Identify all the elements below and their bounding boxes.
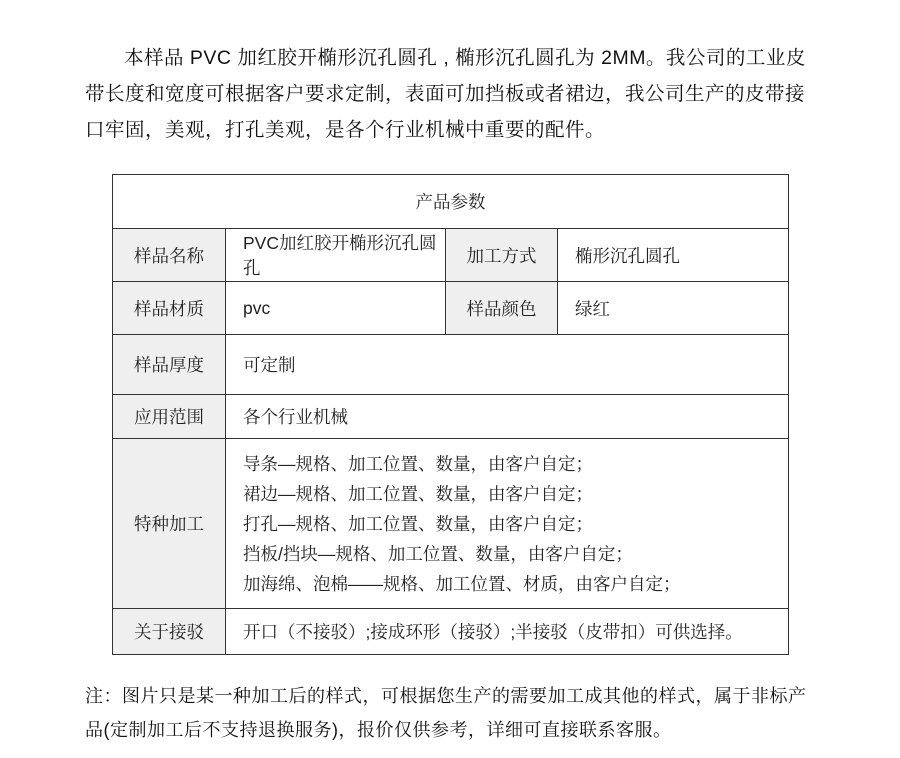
process-method-label: 加工方式	[446, 229, 558, 282]
application-range-label: 应用范围	[113, 395, 226, 439]
process-method-value: 椭形沉孔圆孔	[558, 229, 789, 282]
sample-color-value: 绿红	[558, 282, 789, 335]
sample-thickness-label: 样品厚度	[113, 335, 226, 395]
table-row	[113, 395, 789, 439]
table-title: 产品参数	[113, 175, 789, 229]
application-range-value: 各个行业机械	[226, 395, 789, 439]
product-parameters-table	[112, 174, 789, 655]
sample-material-value: pvc	[226, 282, 446, 335]
joint-info-value: 开口（不接驳）;接成环形（接驳）;半接驳（皮带扣）可供选择。	[226, 609, 789, 655]
special-process-line: 打孔—规格、加工位置、数量，由客户自定；	[243, 513, 593, 534]
special-process-line: 导条—规格、加工位置、数量，由客户自定；	[243, 453, 593, 474]
special-process-lines	[243, 441, 780, 607]
special-process-line: 挡板/挡块—规格、加工位置、数量，由客户自定；	[243, 543, 633, 564]
special-process-line: 加海绵、泡棉——规格、加工位置、材质，由客户自定；	[243, 573, 681, 594]
table-row	[113, 282, 789, 335]
table-title-row	[113, 175, 789, 229]
footnote: 注：图片只是某一种加工后的样式，可根据您生产的需要加工成其他的样式，属于非标产品(定制加工后不支持退换服务)，报价仅供参考，详细可直接联系客服。	[85, 686, 807, 740]
sample-name-label: 样品名称	[113, 229, 226, 282]
sample-name-value: PVC加红胶开椭形沉孔圆孔	[226, 229, 446, 282]
special-process-value	[226, 439, 789, 609]
table-row	[113, 335, 789, 395]
sample-thickness-value: 可定制	[226, 335, 789, 395]
sample-material-label: 样品材质	[113, 282, 226, 335]
table-row	[113, 229, 789, 282]
special-process-label: 特种加工	[113, 439, 226, 609]
product-intro-paragraph: 本样品 PVC 加红胶开椭形沉孔圆孔 , 椭形沉孔圆孔为 2MM。我公司的工业皮带长度和宽度可根据客户要求定制，表面可加挡板或者裙边，我公司生产的皮带接口牢固，美观，打孔美观，是各个行业机械中重要的配件。	[85, 47, 806, 141]
joint-info-label: 关于接驳	[113, 609, 226, 655]
special-process-line: 裙边—规格、加工位置、数量，由客户自定；	[243, 483, 593, 504]
table-row	[113, 439, 789, 609]
table-row	[113, 609, 789, 655]
sample-color-label: 样品颜色	[446, 282, 558, 335]
